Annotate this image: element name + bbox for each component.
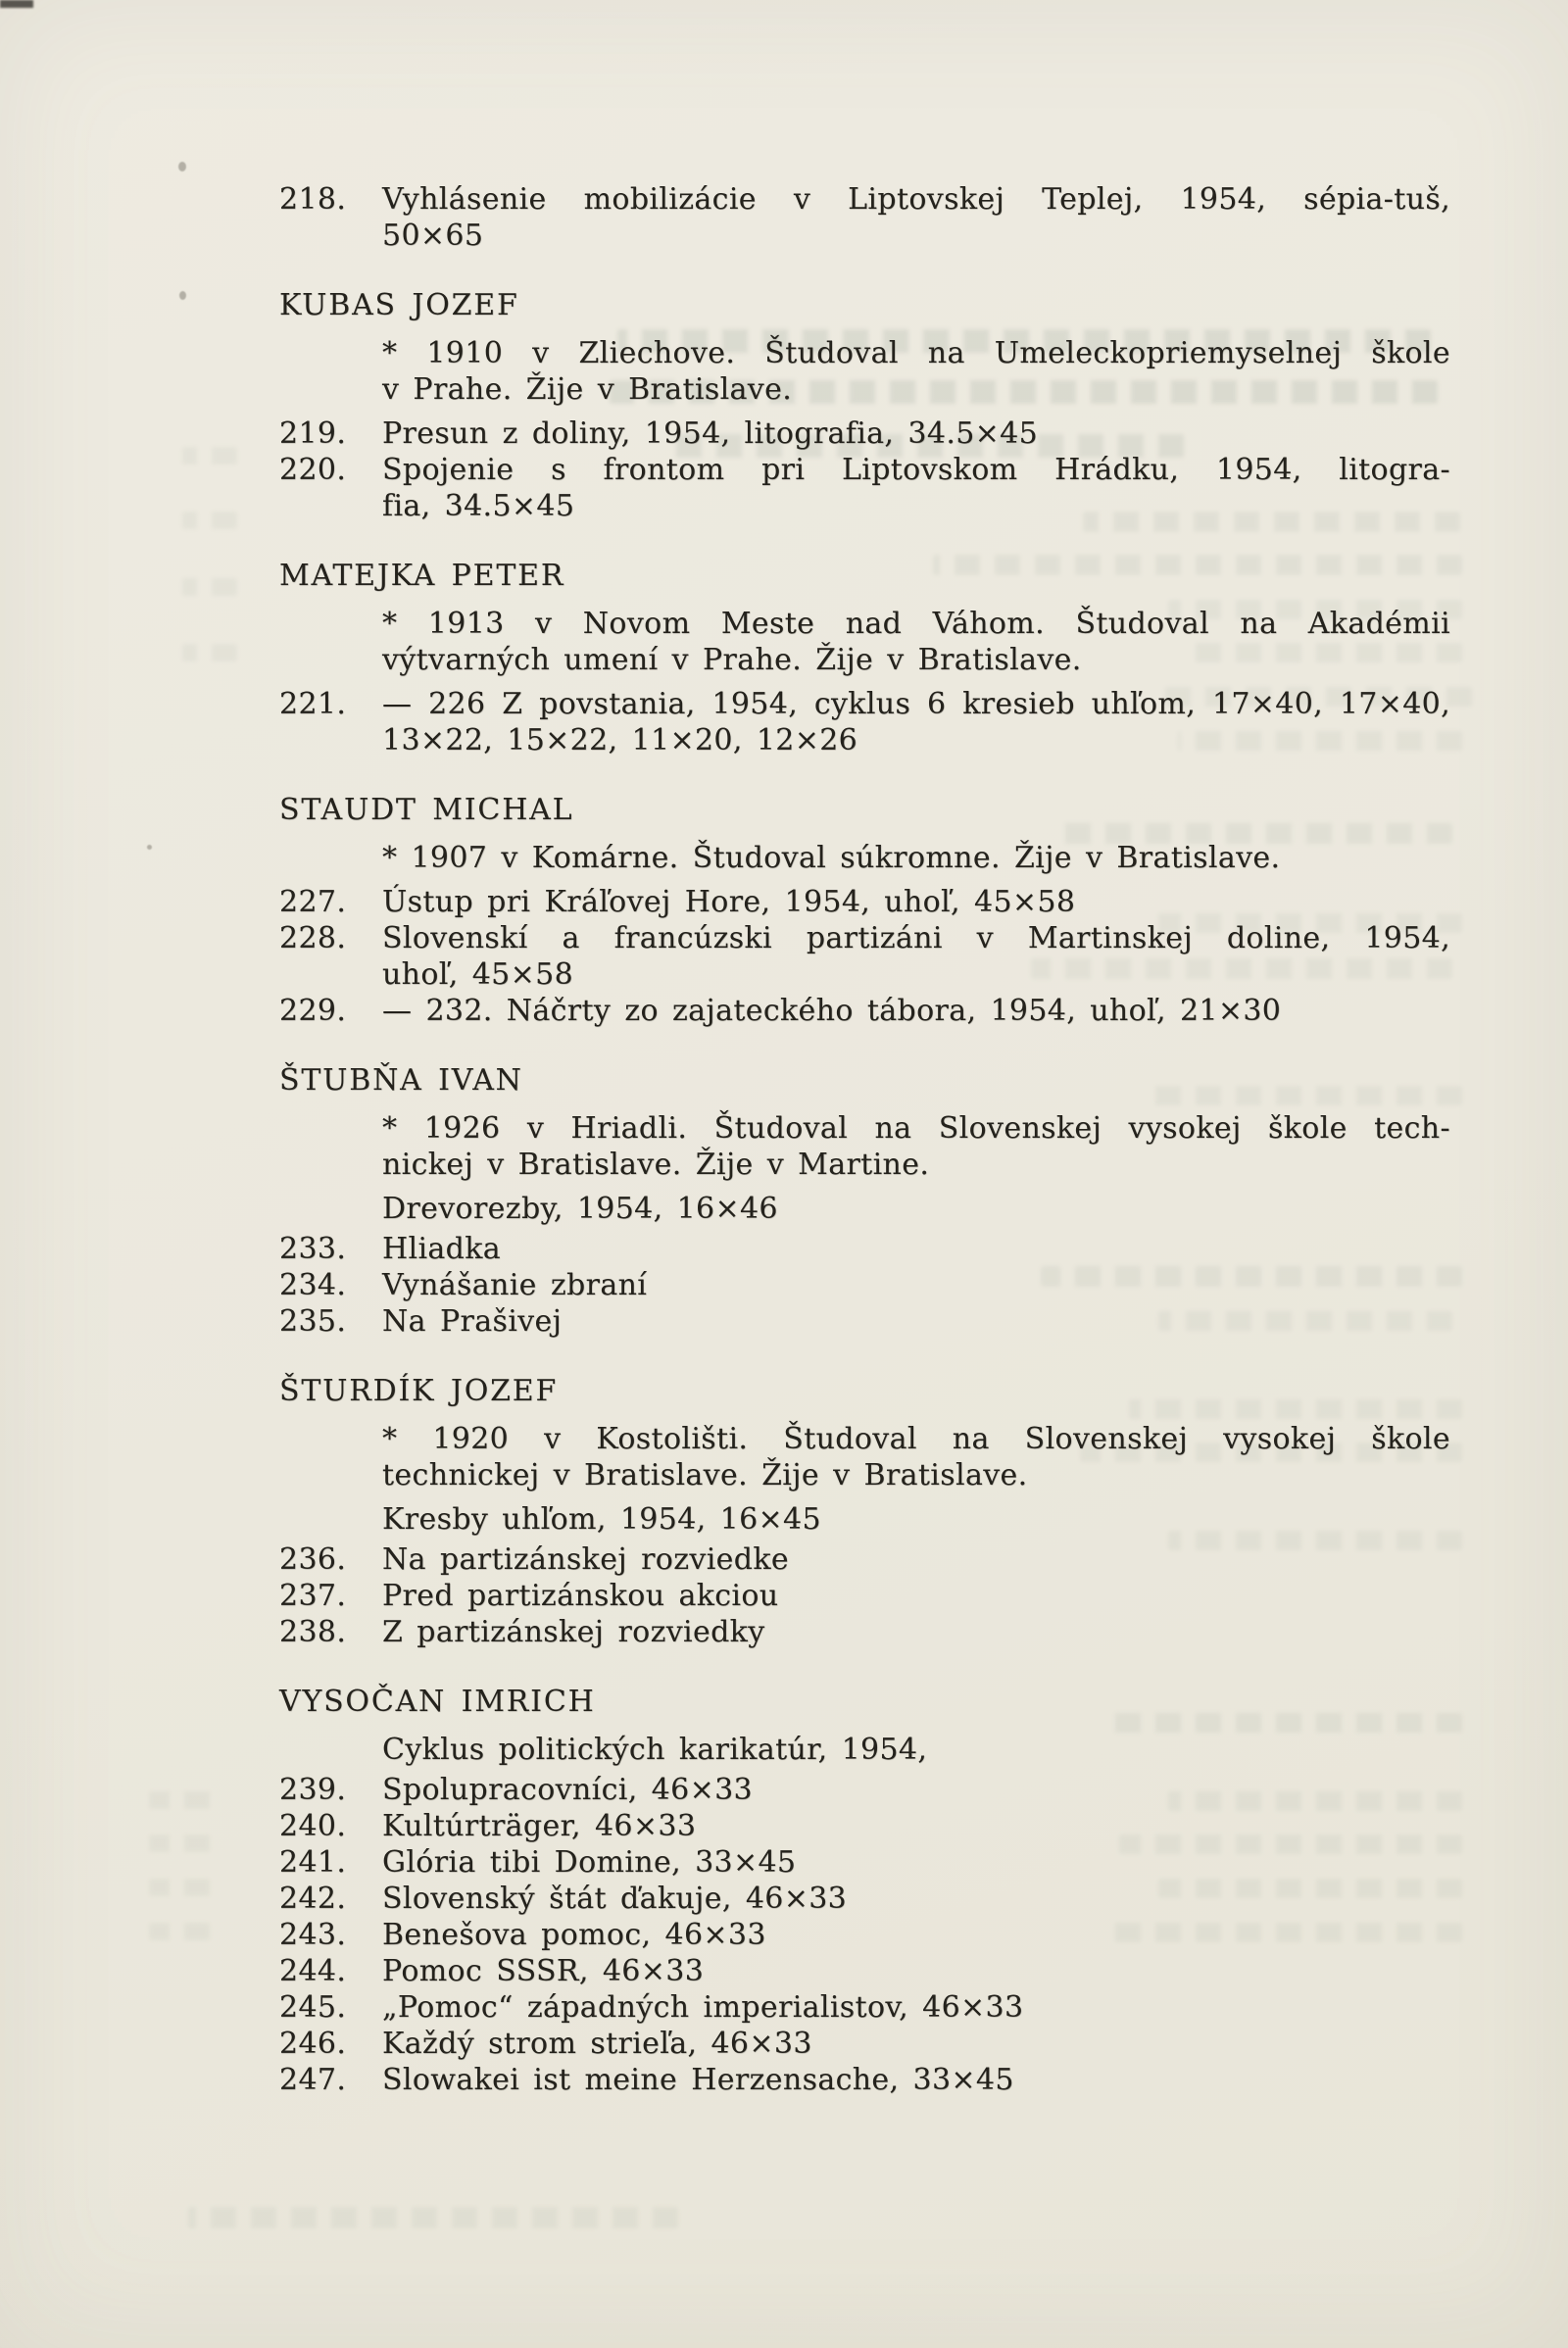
text-line: Slowakei ist meine Herzensache, 33×45	[382, 2063, 1014, 2097]
text-line: 50×65	[382, 219, 484, 253]
text-line: Každý strom strieľa, 46×33	[382, 2027, 812, 2061]
entry-text	[382, 686, 1450, 758]
entry-text	[382, 1303, 1450, 1340]
entry-number: 229.	[279, 994, 347, 1028]
artist-bio	[382, 1421, 1450, 1493]
text-line: Presun z doliny, 1954, litografia, 34.5×45	[382, 416, 1039, 451]
text-line: Benešova pomoc, 46×33	[382, 1918, 766, 1952]
entry-text	[382, 1541, 1450, 1578]
entry-text	[382, 1808, 1450, 1844]
entry-number: 241.	[279, 1845, 347, 1880]
entry-number: 233.	[279, 1232, 347, 1266]
series-note: Kresby uhľom, 1954, 16×45	[382, 1502, 821, 1537]
catalog-section	[279, 181, 1450, 254]
entry-text	[382, 1772, 1450, 1808]
catalog-entry	[279, 1917, 1450, 1953]
artist-name: STAUDT MICHAL	[279, 793, 574, 827]
artist-name: ŠTUBŇA IVAN	[279, 1063, 523, 1098]
catalog-entry	[279, 1614, 1450, 1650]
entry-text	[382, 2062, 1450, 2098]
catalog-entry	[279, 686, 1450, 758]
artist-bio	[382, 1110, 1450, 1183]
series-note: Drevorezby, 1954, 16×46	[382, 1192, 778, 1226]
entry-number: 244.	[279, 1954, 347, 1988]
entry-number: 221.	[279, 687, 347, 721]
show-through-mark	[182, 578, 237, 596]
show-through-mark	[149, 1923, 210, 1940]
text-line: Glória tibi Domine, 33×45	[382, 1845, 797, 1880]
catalog-entry	[279, 884, 1450, 920]
catalog-section	[279, 1373, 1450, 1650]
catalog-entry	[279, 1541, 1450, 1578]
artist-bio	[382, 335, 1450, 408]
scan-speck	[147, 845, 152, 850]
entry-number: 218.	[279, 182, 347, 217]
catalog-section	[279, 1684, 1450, 2098]
text-line: * 1926 v Hriadli. Študoval na Slovenskej vysokej škole tech-	[382, 1111, 1450, 1146]
text-line: Kultúrträger, 46×33	[382, 1809, 697, 1843]
text-line: Na Prašivej	[382, 1304, 563, 1339]
text-line: „Pomoc“ západných imperialistov, 46×33	[382, 1990, 1024, 2025]
scan-speck	[178, 162, 186, 171]
catalog-entry	[279, 1989, 1450, 2026]
catalog-section	[279, 792, 1450, 1029]
show-through-mark	[188, 2207, 678, 2228]
text-line: Pomoc SSSR, 46×33	[382, 1954, 705, 1988]
catalog-entry	[279, 452, 1450, 524]
artist-name: MATEJKA PETER	[279, 559, 565, 593]
entry-text	[382, 181, 1450, 254]
catalog-entry	[279, 920, 1450, 993]
entry-number: 236.	[279, 1542, 347, 1577]
entry-number: 238.	[279, 1615, 347, 1649]
text-line: Z partizánskej rozviedky	[382, 1615, 765, 1649]
text-line: * 1907 v Komárne. Študoval súkromne. Žije v Bratislave.	[382, 841, 1281, 875]
catalog-entry	[279, 1844, 1450, 1881]
scan-corner-artifact	[0, 0, 33, 8]
artist-name: VYSOČAN IMRICH	[279, 1685, 596, 1719]
entry-text	[382, 2026, 1450, 2062]
text-line: Na partizánskej rozviedke	[382, 1542, 789, 1577]
catalog-entry	[279, 2062, 1450, 2098]
entry-number: 247.	[279, 2063, 347, 2097]
series-note: Cyklus politických karikatúr, 1954,	[382, 1733, 928, 1767]
text-line: * 1920 v Kostolišti. Študoval na Slovenskej vysokej škole	[382, 1422, 1450, 1456]
artist-name: ŠTURDÍK JOZEF	[279, 1374, 559, 1408]
text-line: Slovenský štát ďakuje, 46×33	[382, 1882, 848, 1916]
text-line: — 232. Náčrty zo zajateckého tábora, 1954, uhoľ, 21×30	[382, 994, 1282, 1028]
text-line: Slovenskí a francúzski partizáni v Martinskej doline, 1954,	[382, 921, 1450, 955]
entry-number: 237.	[279, 1579, 347, 1613]
catalog-entry	[279, 2026, 1450, 2062]
text-line: fia, 34.5×45	[382, 489, 575, 523]
text-line: nickej v Bratislave. Žije v Martine.	[382, 1148, 930, 1182]
entry-number: 219.	[279, 416, 347, 451]
text-line: v Prahe. Žije v Bratislave.	[382, 372, 793, 407]
catalog-entry	[279, 1808, 1450, 1844]
entry-number: 243.	[279, 1918, 347, 1952]
artist-name: KUBAS JOZEF	[279, 288, 519, 322]
catalog-section	[279, 558, 1450, 758]
entry-number: 235.	[279, 1304, 347, 1339]
entry-text	[382, 416, 1450, 452]
entry-text	[382, 1989, 1450, 2026]
entry-number: 239.	[279, 1773, 347, 1807]
text-line: Vynášanie zbraní	[382, 1268, 648, 1302]
entry-number: 242.	[279, 1882, 347, 1916]
text-line: Vyhlásenie mobilizácie v Liptovskej Teplej, 1954, sépia-tuš,	[382, 182, 1450, 217]
catalog-section	[279, 1062, 1450, 1340]
text-line: 13×22, 15×22, 11×20, 12×26	[382, 723, 858, 758]
show-through-mark	[149, 1834, 210, 1852]
artist-bio	[382, 840, 1450, 876]
text-line: * 1913 v Novom Meste nad Váhom. Študoval na Akadémii	[382, 607, 1450, 641]
entry-text	[382, 1231, 1450, 1267]
entry-number: 234.	[279, 1268, 347, 1302]
entry-number: 227.	[279, 885, 347, 919]
show-through-mark	[149, 1791, 210, 1809]
text-line: technickej v Bratislave. Žije v Bratislave.	[382, 1458, 1028, 1492]
catalog-content	[279, 181, 1450, 2098]
entry-text	[382, 1267, 1450, 1303]
text-line: výtvarných umení v Prahe. Žije v Bratislave.	[382, 643, 1082, 677]
entry-text	[382, 920, 1450, 993]
catalog-entry	[279, 1772, 1450, 1808]
text-line: uhoľ, 45×58	[382, 957, 574, 992]
text-line: Spojenie s frontom pri Liptovskom Hrádku, 1954, litogra-	[382, 453, 1450, 487]
entry-number: 228.	[279, 921, 347, 955]
entry-text	[382, 884, 1450, 920]
text-line: Spolupracovníci, 46×33	[382, 1773, 753, 1807]
catalog-entry	[279, 181, 1450, 254]
text-line: Ústup pri Kráľovej Hore, 1954, uhoľ, 45×58	[382, 885, 1076, 919]
scan-speck	[179, 291, 186, 300]
catalog-entry	[279, 1578, 1450, 1614]
text-line: Pred partizánskou akciou	[382, 1579, 779, 1613]
text-line: Hliadka	[382, 1232, 502, 1266]
catalog-entry	[279, 1267, 1450, 1303]
entry-text	[382, 452, 1450, 524]
catalog-entry	[279, 1303, 1450, 1340]
catalog-entry	[279, 1231, 1450, 1267]
entry-text	[382, 1614, 1450, 1650]
entry-number: 245.	[279, 1990, 347, 2025]
catalog-entry	[279, 416, 1450, 452]
show-through-mark	[149, 1879, 210, 1896]
entry-number: 240.	[279, 1809, 347, 1843]
show-through-mark	[182, 447, 237, 465]
entry-text	[382, 1881, 1450, 1917]
catalog-section	[279, 287, 1450, 524]
entry-text	[382, 1917, 1450, 1953]
show-through-mark	[182, 644, 237, 661]
entry-text	[382, 1953, 1450, 1989]
entry-number: 220.	[279, 453, 347, 487]
entry-number: 246.	[279, 2027, 347, 2061]
catalog-entry	[279, 993, 1450, 1029]
show-through-mark	[182, 512, 237, 529]
text-line: — 226 Z povstania, 1954, cyklus 6 kresieb uhľom, 17×40, 17×40,	[382, 687, 1450, 721]
entry-text	[382, 1578, 1450, 1614]
catalog-entry	[279, 1953, 1450, 1989]
entry-text	[382, 1844, 1450, 1881]
entry-text	[382, 993, 1450, 1029]
artist-bio	[382, 606, 1450, 678]
catalog-entry	[279, 1881, 1450, 1917]
text-line: * 1910 v Zliechove. Študoval na Umeleckopriemyselnej škole	[382, 336, 1450, 370]
